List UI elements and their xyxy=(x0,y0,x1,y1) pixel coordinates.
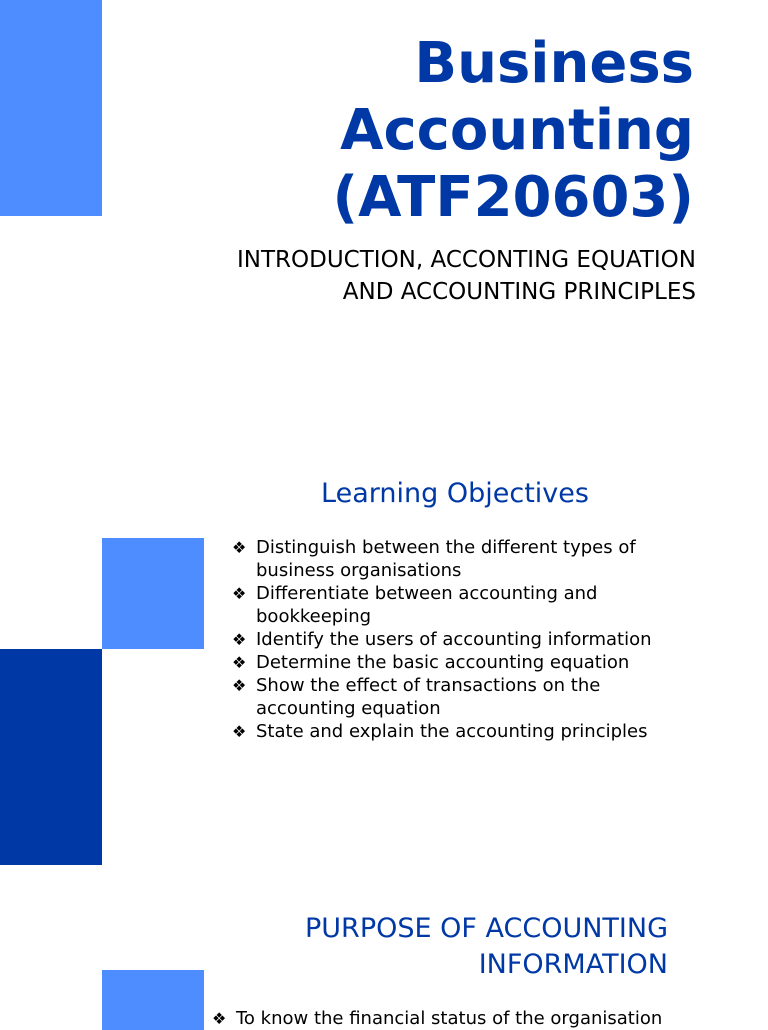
list-item xyxy=(232,582,702,628)
diamond-bullet-icon: ❖ xyxy=(232,722,247,741)
diamond-bullet-icon: ❖ xyxy=(232,630,247,649)
list-item xyxy=(232,628,702,651)
decorative-block-middle xyxy=(102,538,204,649)
purpose-heading-line: INFORMATION xyxy=(478,949,668,980)
list-item xyxy=(232,536,702,582)
list-item-text: Identify the users of accounting information xyxy=(256,629,652,650)
list-item-text: To know the financial status of the organisation xyxy=(236,1008,663,1029)
diamond-bullet-icon: ❖ xyxy=(232,538,247,557)
page-subtitle xyxy=(96,244,696,308)
purpose-heading-line: PURPOSE OF ACCOUNTING xyxy=(305,913,668,944)
title-line: (ATF20603) xyxy=(332,165,694,230)
diamond-bullet-icon: ❖ xyxy=(232,653,247,672)
subtitle-line: AND ACCOUNTING PRINCIPLES xyxy=(342,279,696,305)
list-item xyxy=(232,651,702,674)
list-item xyxy=(212,1007,752,1030)
title-line: Business xyxy=(414,31,694,96)
purpose-heading xyxy=(168,911,668,983)
title-line: Accounting xyxy=(340,98,694,163)
list-item xyxy=(232,674,702,720)
diamond-bullet-icon: ❖ xyxy=(232,676,247,695)
subtitle-line: INTRODUCTION, ACCONTING EQUATION xyxy=(237,247,696,273)
learning-objectives-heading: Learning Objectives xyxy=(321,478,589,509)
list-item-text: Differentiate between accounting and bookkeeping xyxy=(256,583,598,627)
list-item-text: Determine the basic accounting equation xyxy=(256,652,630,673)
purpose-list xyxy=(212,1007,752,1030)
decorative-block-lower-left xyxy=(0,649,102,865)
diamond-bullet-icon: ❖ xyxy=(212,1009,227,1028)
learning-objectives-list xyxy=(232,536,702,743)
list-item xyxy=(232,720,702,743)
decorative-block-top-left xyxy=(0,0,102,216)
list-item-text: Show the effect of transactions on the accounting equation xyxy=(256,675,601,719)
page-title xyxy=(134,30,694,231)
list-item-text: Distinguish between the different types of business organisations xyxy=(256,537,636,581)
list-item-text: State and explain the accounting principles xyxy=(256,721,648,742)
diamond-bullet-icon: ❖ xyxy=(232,584,247,603)
